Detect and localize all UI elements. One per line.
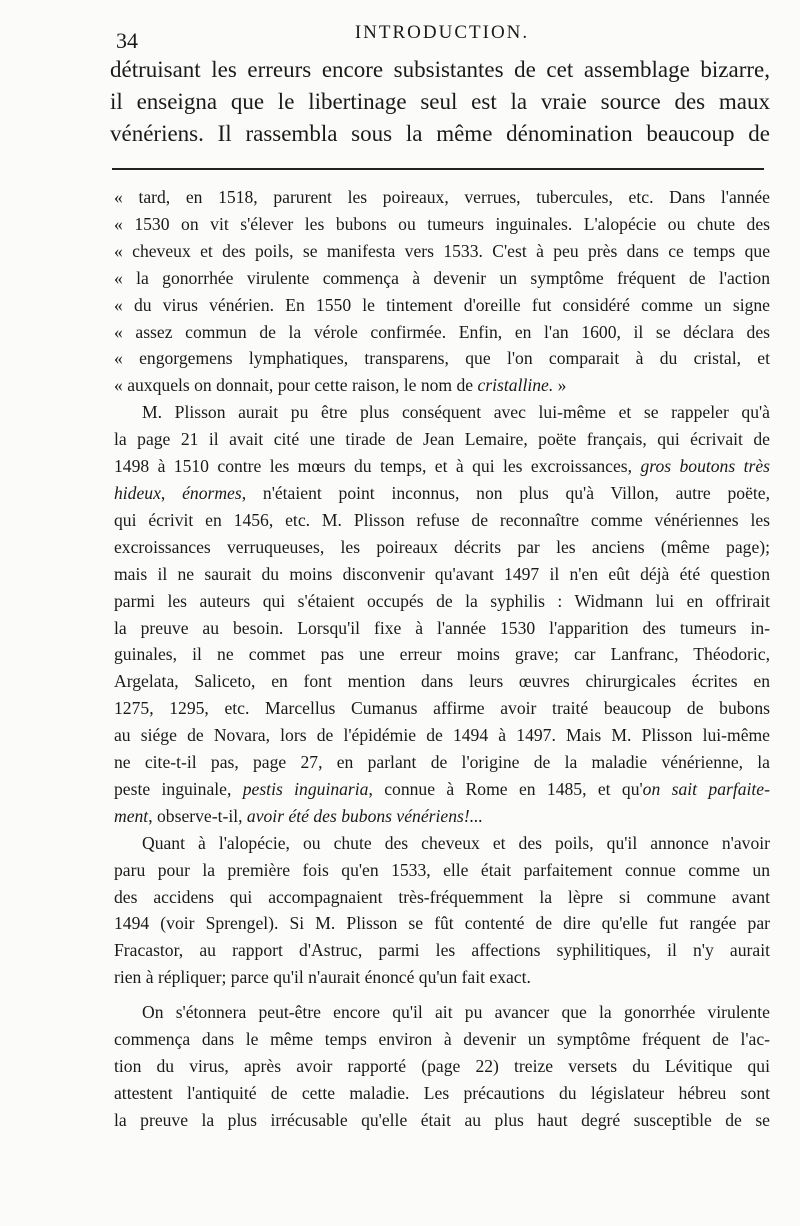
text-run: peste inguinale, (114, 778, 243, 799)
paragraph-line: 1275, 1295, etc. Marcellus Cumanus affirme avoir traité beaucoup de bubons (114, 698, 770, 719)
text-run: , n'étaient point inconnus, non plus qu'à Villon, autre poëte, (241, 482, 771, 503)
paragraph-line: qui écrivit en 1456, etc. M. Plisson refuse de reconnaître comme vénériennes les (114, 509, 770, 530)
text-run: , connue à Rome en 1485, et qu' (368, 778, 643, 799)
italic-run: avoir été des bubons vénériens!... (246, 805, 483, 826)
running-head (112, 18, 772, 52)
paragraph-line: des accidens qui accompagnaient très-fréquemment la lèpre si commune avant (114, 886, 770, 907)
quote-text: « auxquels on donnait, pour cette raison, le nom de (114, 375, 478, 396)
paragraph-line: 1494 (voir Sprengel). Si M. Plisson se fût contenté de dire qu'elle fut rangée par (114, 913, 770, 934)
paragraph-line: au siége de Novara, lors de l'épidémie de 1494 à 1497. Mais M. Plisson lui-même (114, 725, 770, 746)
main-text-line: il enseigna que le libertinage seul est la vraie source des maux (110, 89, 770, 114)
paragraph-line: la preuve la plus irrécusable qu'elle était au plus haut degré susceptible de se (114, 1109, 770, 1130)
paragraph-line: On s'étonnera peut-être encore qu'il ait pu avancer que la gonorrhée virulente (142, 1002, 770, 1023)
footnote-separator-rule (112, 168, 764, 170)
paragraph-line: M. Plisson aurait pu être plus conséquent avec lui-même et se rappeler qu'à (142, 402, 770, 423)
paragraph-line (114, 803, 770, 830)
paragraph-line: commença dans le même temps environ à devenir un symptôme fréquent de l'ac- (114, 1029, 770, 1050)
main-text-line: détruisant les erreurs encore subsistantes de cet assemblage bizarre, (110, 57, 770, 82)
quote-line: « assez commun de la vérole confirmée. Enfin, en l'an 1600, il se déclara des (114, 321, 770, 342)
quote-line: « engorgemens lymphatiques, transparens, que l'on comparait à du cristal, et (114, 348, 770, 369)
italic-run: ment (114, 805, 149, 826)
paragraph-line: tion du virus, après avoir rapporté (page 22) treize versets du Lévitique qui (114, 1056, 770, 1076)
quote-close: » (553, 375, 567, 396)
italic-run: énormes (182, 482, 242, 503)
paragraph-line (114, 453, 770, 480)
paragraph-line: excroissances verruqueuses, les poireaux décrits par les anciens (même page); (114, 536, 770, 557)
paragraph-line: Fracastor, au rapport d'Astruc, parmi les affections syphilitiques, il n'y aurait (114, 940, 770, 961)
paragraph-line: attestent l'antiquité de cette maladie. Les précautions du législateur hébreu sont (114, 1082, 770, 1103)
paragraph-line: Quant à l'alopécie, ou chute des cheveux et des poils, qu'il annonce n'avoir (142, 832, 770, 853)
page-number: 34 (116, 28, 138, 53)
italic-run: pestis inguinaria (242, 778, 369, 799)
italic-run: hideux (114, 482, 161, 503)
italic-run: gros boutons très (640, 456, 770, 477)
paragraph-line: Argelata, Saliceto, en font mention dans leurs œuvres chirurgicales écrites en (114, 671, 770, 692)
paragraph-line: rien à répliquer; parce qu'il n'aurait énoncé qu'un fait exact. (114, 967, 531, 988)
paragraph-line: la page 21 il avait cité une tirade de Jean Lemaire, poëte français, qui écrivait de (114, 429, 770, 450)
paragraph-line: la preuve au besoin. Lorsqu'il fixe à l'année 1530 l'apparition des tumeurs in- (114, 617, 770, 638)
quote-line: « du virus vénérien. En 1550 le tintement d'oreille fut considéré comme un signe (114, 294, 770, 315)
footnote-block (114, 184, 770, 1134)
quote-line-last (114, 372, 770, 399)
main-text (110, 54, 770, 150)
quote-line: « 1530 on vit s'élever les bubons ou tumeurs inguinales. L'alopécie ou chute des (114, 213, 770, 234)
main-text-line: vénériens. Il rassembla sous la même dénomination beaucoup de (110, 121, 770, 146)
paragraph-line (114, 776, 770, 803)
paragraph-line: parmi les auteurs qui s'étaient occupés de la syphilis : Widmann lui en offrirait (114, 590, 770, 611)
paragraph-line (114, 480, 770, 507)
text-run: 1498 à 1510 contre les mœurs du temps, et à qui les excroissances, (114, 456, 641, 477)
quote-line: « tard, en 1518, parurent les poireaux, verrues, tubercules, etc. Dans l'année (114, 187, 770, 207)
paragraph-line: paru pour la première fois qu'en 1533, elle était parfaitement connue comme un (114, 859, 770, 880)
paragraph-line: guinales, il ne commet pas une erreur moins grave; car Lanfranc, Théodoric, (114, 644, 770, 665)
quote-line: « cheveux et des poils, se manifesta vers 1533. C'est à peu près dans ce temps que (114, 240, 770, 261)
text-run: , (160, 482, 183, 503)
italic-run: on sait parfaite- (642, 778, 770, 799)
paragraph-line: mais il ne saurait du moins disconvenir qu'avant 1497 il n'en eût déjà été question (114, 563, 770, 584)
quote-italic-term: cristalline. (477, 375, 554, 396)
quote-line: « la gonorrhée virulente commença à devenir un symptôme fréquent de l'action (114, 267, 770, 288)
page-header-title: INTRODUCTION. (354, 22, 530, 43)
text-run: , observe-t-il, (148, 805, 247, 826)
paragraph-line: ne cite-t-il pas, page 27, en parlant de l'origine de la maladie vénérienne, la (114, 752, 770, 773)
